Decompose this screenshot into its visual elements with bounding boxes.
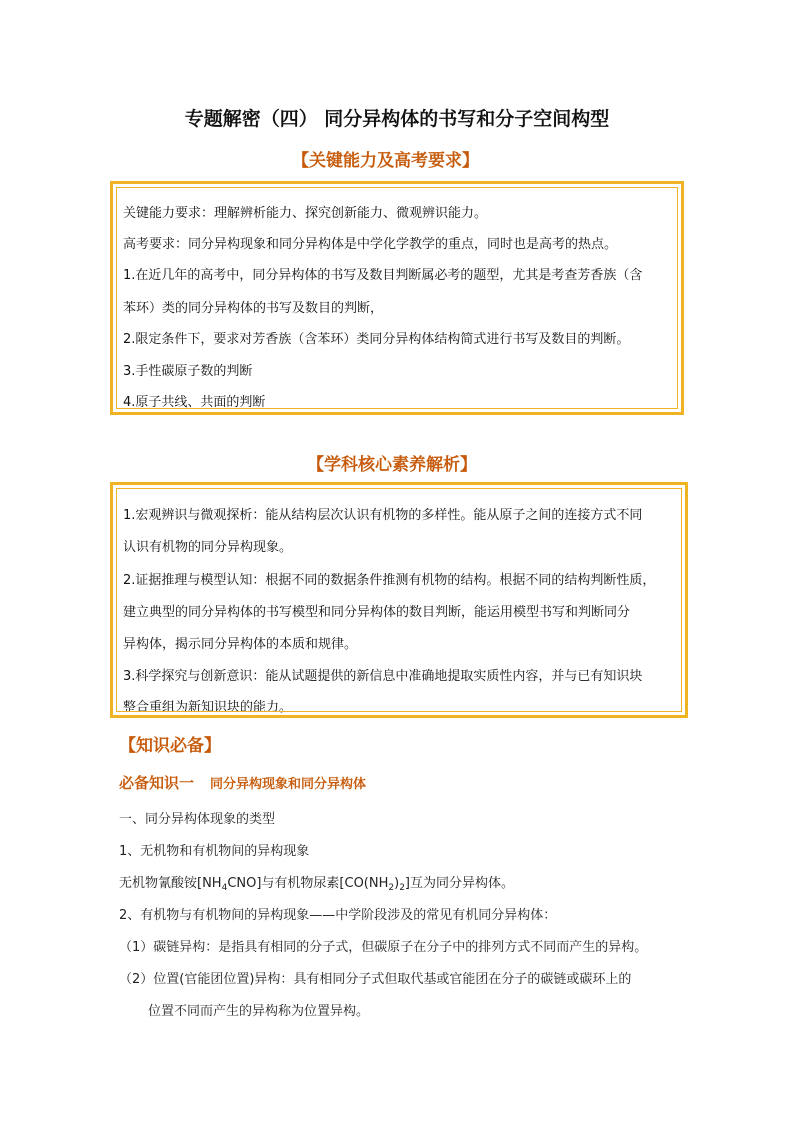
- knowledge-label: 必备知识一: [119, 774, 195, 792]
- p3-part-b: CNO]与有机物尿素[CO(NH: [227, 876, 389, 891]
- box1-line-2: 高考要求：同分异构现象和同分异构体是中学化学教学的重点，同时也是高考的热点。: [123, 237, 618, 252]
- paragraph-1: 一、同分异构体现象的类型: [119, 812, 276, 827]
- box1-line-3: 1.在近几年的高考中，同分异构体的书写及数目判断属必考的题型，尤其是考查芳香族（含: [123, 268, 643, 283]
- p3-sub-1: 4: [221, 883, 228, 893]
- p3-sub-2: 2: [388, 883, 395, 893]
- p3-part-c: ): [394, 876, 400, 891]
- p3-sub-3: 2: [399, 883, 405, 893]
- box2-line-6: 3.科学探究与创新意识：能从试题提供的新信息中准确地提取实质性内容，并与已有知识块: [123, 669, 643, 684]
- box2-line-2: 认识有机物的同分异构现象。: [123, 540, 293, 555]
- key-abilities-box: [110, 181, 684, 415]
- knowledge-subtitle: 同分异构现象和同分异构体: [210, 777, 367, 792]
- box2-line-1: 1.宏观辨识与微观探析：能从结构层次认识有机物的多样性。能从原子之间的连接方式不同: [123, 508, 643, 523]
- paragraph-2: 1、无机物和有机物间的异构现象: [119, 844, 310, 859]
- paragraph-6: （2）位置(官能团位置)异构：具有相同分子式但取代基或官能团在分子的碳链或碳环上的: [119, 972, 632, 987]
- box1-line-7: 4.原子共线、共面的判断: [123, 395, 266, 410]
- box2-line-5: 异构体，揭示同分异构体的本质和规律。: [123, 637, 358, 652]
- box2-line-7: 整合重组为新知识块的能力。: [123, 700, 293, 715]
- box1-line-6: 3.手性碳原子数的判断: [123, 364, 253, 379]
- paragraph-3: [119, 872, 514, 893]
- paragraph-7: 位置不同而产生的异构称为位置异构。: [148, 1004, 370, 1019]
- document-title: 专题解密（四） 同分异构体的书写和分子空间构型: [184, 108, 610, 130]
- p3-part-a: 无机物氰酸铵[NH: [119, 876, 222, 891]
- box1-line-4: 苯环）类的同分异构体的书写及数目的判断，: [123, 301, 384, 316]
- heading-knowledge: 【知识必备】: [119, 736, 221, 756]
- knowledge-section-title: [119, 772, 366, 793]
- p3-part-d: ]互为同分异构体。: [404, 876, 514, 891]
- heading-core-literacy: 【学科核心素养解析】: [307, 455, 477, 475]
- box1-line-5: 2.限定条件下，要求对芳香族（含苯环）类同分异构体结构简式进行书写及数目的判断。: [123, 332, 630, 347]
- box2-line-4: 建立典型的同分异构体的书写模型和同分异构体的数目判断，能运用模型书写和判断同分: [123, 605, 631, 620]
- paragraph-4: 2、有机物与有机物间的异构现象——中学阶段涉及的常见有机同分异构体：: [119, 908, 557, 923]
- core-literacy-box: [110, 482, 688, 718]
- box2-line-3: 2.证据推理与模型认知：根据不同的数据条件推测有机物的结构。根据不同的结构判断性质，: [123, 573, 656, 588]
- box1-line-1: 关键能力要求：理解辨析能力、探究创新能力、微观辨识能力。: [123, 206, 488, 221]
- paragraph-5: （1）碳链异构：是指具有相同的分子式，但碳原子在分子中的排列方式不同而产生的异构。: [119, 940, 648, 955]
- heading-key-abilities: 【关键能力及高考要求】: [292, 151, 479, 171]
